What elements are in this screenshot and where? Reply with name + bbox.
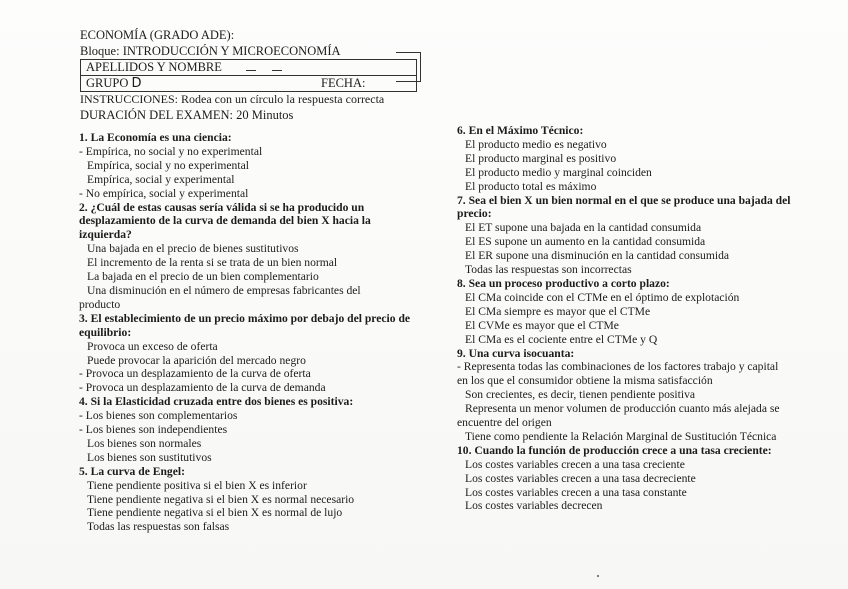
answer-option[interactable]: El CMa coincide con el CTMe en el óptimo de explotación [465,290,740,304]
answer-option[interactable]: Los costes variables crecen a una tasa creciente [465,457,685,471]
exam-duration: DURACIÓN DEL EXAMEN: 20 Minutos [80,107,294,122]
answer-option[interactable]: El producto total es máximo [465,179,597,193]
answer-option[interactable]: - Representa todas las combinaciones de los factores trabajo y capital [457,360,779,374]
answer-option[interactable]: Tiene como pendiente la Relación Marginal de Sustitución Técnica [465,429,777,443]
answer-option[interactable]: Empírica, social y experimental [87,172,235,186]
answer-option[interactable]: El CVMe es mayor que el CTMe [465,318,619,332]
group-label: GRUPO [86,76,129,90]
group-date-field [80,75,417,92]
question-text: 2. ¿Cuál de estas causas sería válida si se ha producido un desplazamiento de la curva de demanda del bien X hacia la izquierda? [79,200,371,242]
answer-option[interactable]: El producto medio y marginal coinciden [465,165,652,179]
answer-option[interactable]: Tiene pendiente negativa si el bien X es normal de lujo [87,506,343,520]
question-text: 10. Cuando la función de producción crece a una tasa creciente: [457,443,772,457]
date-label: FECHA: [321,76,366,90]
question-text: 4. Si la Elasticidad cruzada entre dos bienes es positiva: [79,395,354,409]
answer-option[interactable]: El producto marginal es positivo [465,151,617,165]
block-title: Bloque: INTRODUCCIÓN Y MICROECONOMÍA [80,43,341,58]
exam-header [80,28,440,123]
question-text: 5. La curva de Engel: [79,464,185,478]
answer-option[interactable]: Los bienes son sustitutivos [87,450,212,464]
header-bracket [396,52,421,82]
answer-option[interactable]: Los costes variables crecen a una tasa decreciente [465,471,696,485]
answer-option[interactable]: - Los bienes son independientes [79,423,228,437]
answer-option[interactable]: Representa un menor volumen de producción cuanto más alejada se [465,402,780,416]
pen-mark [272,70,282,71]
answer-option[interactable]: - Los bienes son complementarios [79,409,238,423]
answer-option[interactable]: El CMa es el cociente entre el CTMe y Q [465,332,658,346]
answer-option[interactable]: La bajada en el precio de un bien complementario [87,270,319,284]
answer-option[interactable]: - Empírica, no social y no experimental [79,144,263,158]
question-text: 3. El establecimiento de un precio máximo por debajo del precio de equilibrio: [79,311,411,339]
answer-option[interactable]: - No empírica, social y experimental [79,186,249,200]
paper-speck [597,575,599,577]
answer-option[interactable]: El ES supone un aumento en la cantidad consumida [465,235,706,249]
answer-option[interactable]: El incremento de la renta si se trata de un bien normal [87,256,338,270]
answer-option[interactable]: El producto medio es negativo [465,137,607,151]
group-value: D [131,76,142,91]
instructions: INSTRUCCIONES: Rodea con un círculo la respuesta correcta [80,92,385,106]
questions-right-column [457,124,817,513]
subject-title: ECONOMÍA (GRADO ADE): [80,28,235,42]
question-text: 1. La Economía es una ciencia: [79,131,232,144]
answer-continuation: encuentre del origen [457,416,552,430]
answer-option[interactable]: Tiene pendiente negativa si el bien X es normal necesario [87,492,355,506]
answer-continuation: producto [79,297,121,311]
answer-option[interactable]: Una bajada en el precio de bienes sustitutivos [87,242,299,256]
answer-option[interactable]: Los costes variables decrecen [465,499,603,513]
answer-option[interactable]: Empírica, social y no experimental [87,158,249,172]
answer-option[interactable]: El CMa siempre es mayor que el CTMe [465,304,651,318]
question-text: 6. En el Máximo Técnico: [457,124,584,137]
question-text: 8. Sea un proceso productivo a corto plazo: [457,276,670,290]
surname-field [80,59,417,75]
questions-left-column [79,131,419,534]
answer-option[interactable]: El ET supone una bajada en la cantidad consumida [465,221,702,235]
answer-option[interactable]: Provoca un exceso de oferta [87,339,218,353]
answer-option[interactable]: Todas las respuestas son falsas [87,520,230,534]
answer-option[interactable]: Los costes variables crecen a una tasa constante [465,485,687,499]
answer-option[interactable]: Puede provocar la aparición del mercado negro [87,353,306,367]
answer-option[interactable]: Una disminución en el número de empresas fabricantes del [87,283,361,297]
answer-option[interactable]: El ER supone una disminución en la cantidad consumida [465,249,730,263]
answer-option[interactable]: - Provoca un desplazamiento de la curva de oferta [79,367,311,381]
question-text: 9. Una curva isocuanta: [457,346,575,360]
pen-mark [246,70,256,71]
question-text: 7. Sea el bien X un bien normal en el que se produce una bajada del precio: [457,193,791,221]
answer-option[interactable]: Todas las respuestas son incorrectas [465,263,632,277]
answer-option[interactable]: Los bienes son normales [87,436,202,450]
answer-continuation: en los que el consumidor obtiene la misma satisfacción [457,374,713,388]
answer-option[interactable]: Tiene pendiente positiva si el bien X es inferior [87,478,307,492]
answer-option[interactable]: - Provoca un desplazamiento de la curva de demanda [79,381,326,395]
answer-option[interactable]: Son crecientes, es decir, tienen pendiente positiva [465,388,696,402]
surname-label: APELLIDOS Y NOMBRE [86,60,222,74]
